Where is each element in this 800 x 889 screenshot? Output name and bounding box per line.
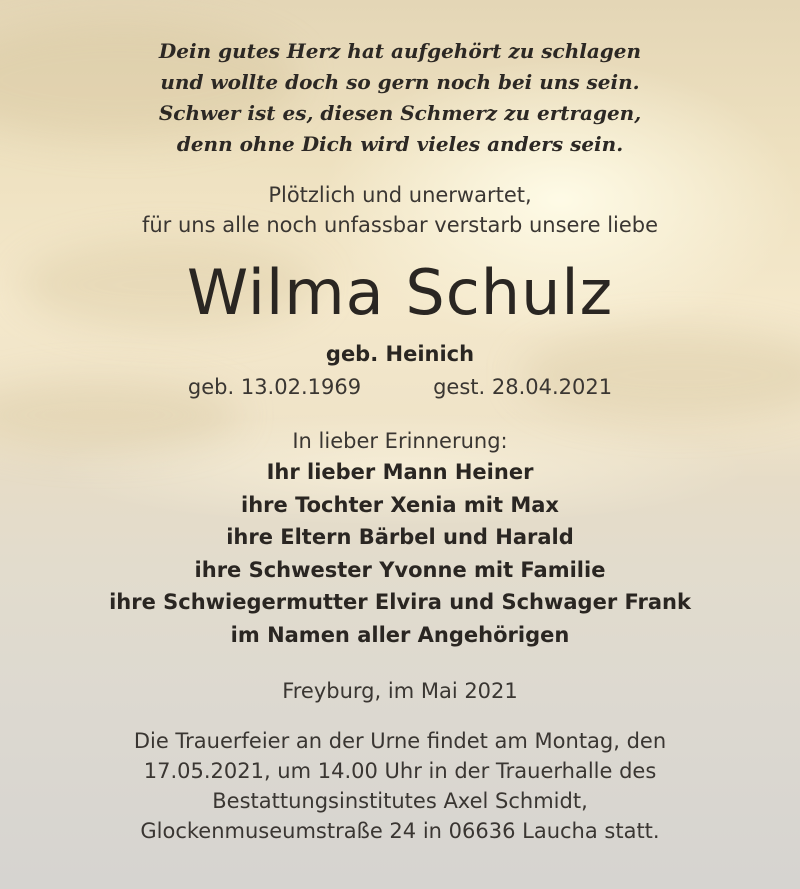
- mourner-line: ihre Eltern Bärbel und Harald: [226, 525, 574, 550]
- mourner-line: im Namen aller Angehörigen: [230, 622, 570, 647]
- intro-text: [0, 180, 800, 240]
- poem-line: Dein gutes Herz hat aufgehört zu schlagen: [158, 39, 642, 63]
- birth-date: geb. 13.02.1969: [187, 375, 362, 399]
- maiden-name: geb. Heinich: [325, 342, 475, 366]
- poem-line: denn ohne Dich wird vieles anders sein.: [176, 132, 624, 156]
- funeral-line: Bestattungsinstitutes Axel Schmidt,: [212, 789, 588, 813]
- place-date: Freyburg, im Mai 2021: [282, 679, 518, 703]
- memory-heading: In lieber Erinnerung:: [292, 429, 508, 453]
- funeral-line: Glockenmuseumstraße 24 in 06636 Laucha statt.: [140, 819, 660, 843]
- mourner-line: ihre Schwester Yvonne mit Familie: [194, 557, 606, 582]
- death-date: gest. 28.04.2021: [433, 375, 613, 399]
- funeral-line: Die Trauerfeier an der Urne findet am Montag, den: [133, 729, 667, 753]
- mourner-line: ihre Tochter Xenia mit Max: [241, 492, 559, 517]
- poem-line: und wollte doch so gern noch bei uns sein.: [160, 70, 640, 94]
- poem-line: Schwer ist es, diesen Schmerz zu ertragen,: [158, 101, 642, 125]
- mourner-line: Ihr lieber Mann Heiner: [266, 460, 534, 484]
- memorial-poem: [0, 36, 800, 160]
- funeral-info: [0, 726, 800, 846]
- deceased-name: Wilma Schulz: [186, 256, 614, 329]
- mourner-line: ihre Schwiegermutter Elvira und Schwager Frank: [109, 590, 691, 615]
- intro-line: für uns alle noch unfassbar verstarb unsere liebe: [141, 213, 659, 237]
- life-dates: [0, 372, 800, 402]
- mourners-list: [0, 456, 800, 652]
- intro-line: Plötzlich und unerwartet,: [268, 183, 532, 207]
- funeral-line: 17.05.2021, um 14.00 Uhr in der Trauerhalle des: [143, 759, 657, 783]
